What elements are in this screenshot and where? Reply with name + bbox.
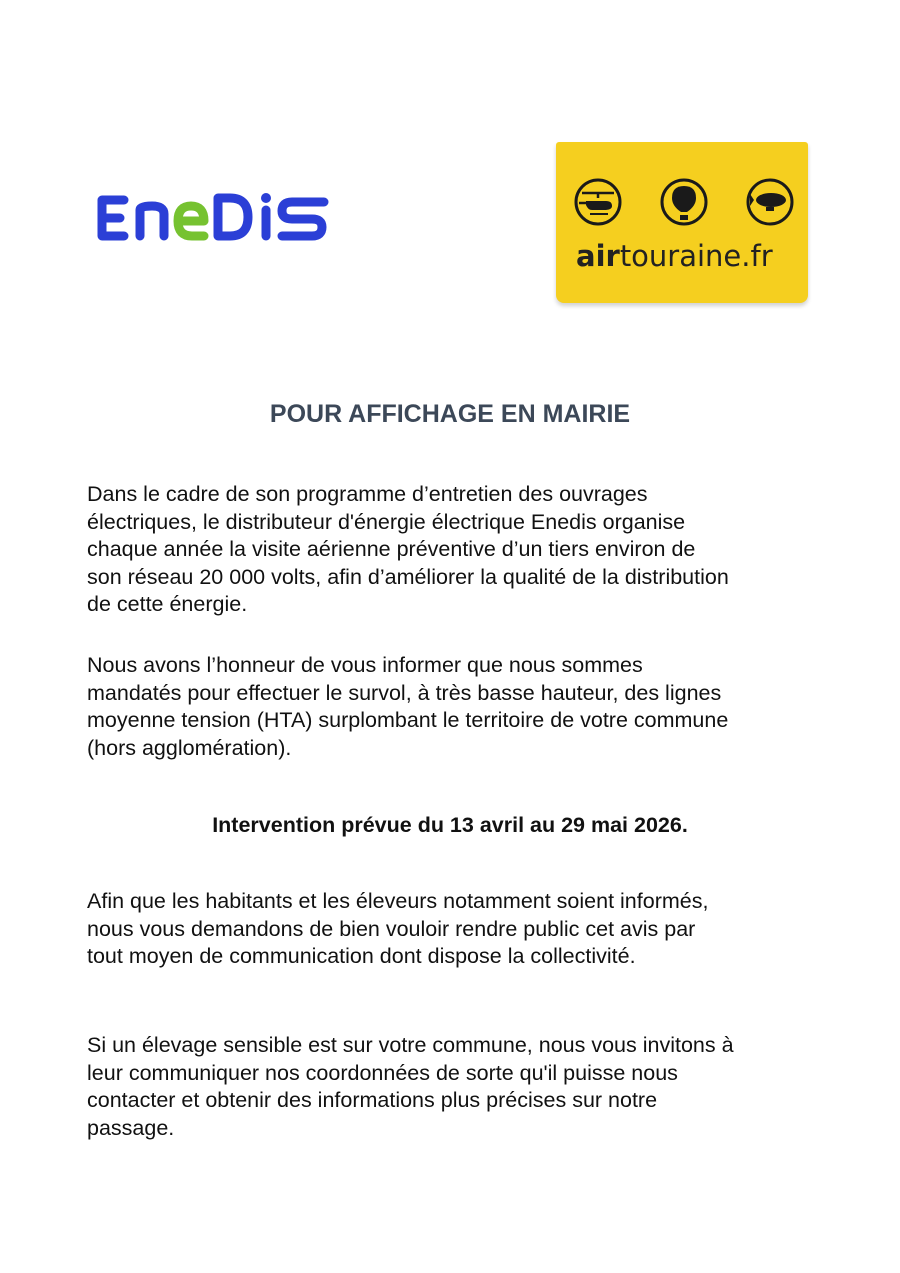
- airship-icon: [748, 180, 792, 224]
- intervention-dates: Intervention prévue du 13 avril au 29 mai 2026.: [212, 813, 688, 837]
- hot-air-balloon-icon: [662, 180, 706, 224]
- paragraph-elevage: Si un élevage sensible est sur votre commune, nous vous invitons à leur communiquer nos coordonnées de sorte qu'il puisse nous contacter et obtenir des informations plus précises sur notre passage.: [87, 1033, 734, 1140]
- paragraph-public-notice: Afin que les habitants et les éleveurs notamment soient informés, nous vous demandons de bien vouloir rendre public cet avis par tout moyen de communication dont dispose la collectivité.: [87, 889, 709, 968]
- helicopter-icon: [576, 180, 620, 224]
- paragraph-program: Dans le cadre de son programme d’entretien des ouvrages électriques, le distributeur d'énergie électrique Enedis organise chaque année la visite aérienne préventive d’un tiers environ de son réseau 20 000 volts, afin d’améliorer la qualité de la distribution de cette énergie.: [87, 482, 729, 616]
- airtouraine-wordmark: airtouraine.fr: [576, 239, 773, 273]
- enedis-logo: [94, 188, 334, 248]
- airtouraine-logo: [556, 142, 808, 303]
- paragraph-survol: Nous avons l’honneur de vous informer que nous sommes mandatés pour effectuer le survol, à très basse hauteur, des lignes moyenne tension (HTA) surplombant le territoire de votre commune (hors agglomération).: [87, 653, 729, 760]
- page-title: POUR AFFICHAGE EN MAIRIE: [269, 400, 631, 428]
